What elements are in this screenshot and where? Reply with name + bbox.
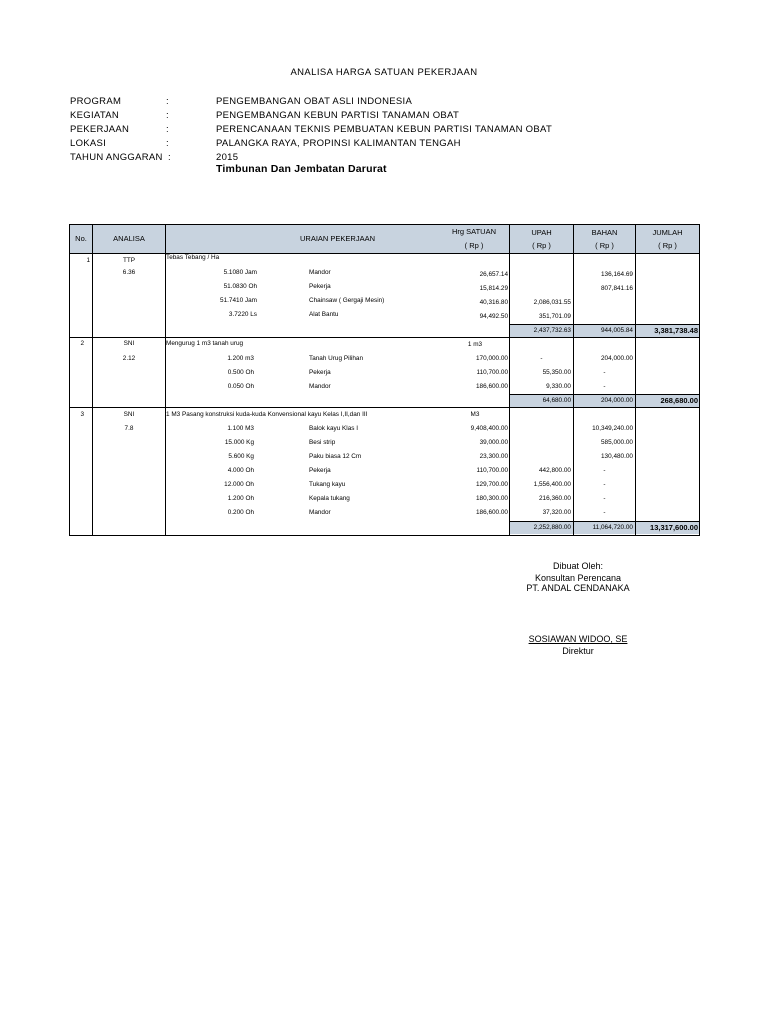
- material-cost: 130,480.00: [601, 453, 633, 460]
- quantity: 0.500 Oh: [227, 369, 254, 376]
- labor-cost: 55,350.00: [542, 369, 571, 376]
- analisa-code: SNI: [123, 411, 135, 418]
- item-name: Pekerja: [309, 283, 331, 290]
- material-cost: -: [603, 495, 606, 502]
- subtotal-line: [509, 394, 700, 395]
- item-name: Tanah Urug Pilihan: [309, 355, 363, 362]
- header-no: No.: [75, 234, 87, 243]
- item-name: Tukang kayu: [309, 481, 346, 488]
- unit-price: 9,408,400.00: [470, 425, 508, 432]
- row-number: 1: [86, 257, 90, 264]
- unit-price: 15,814.29: [479, 285, 508, 292]
- material-cost: -: [603, 369, 606, 376]
- item-name: Pekerja: [309, 467, 331, 474]
- header-hrg-satuan: Hrg SATUAN: [451, 227, 497, 236]
- meta-label: PROGRAM: [70, 96, 122, 107]
- quantity: 1.200 Oh: [227, 495, 254, 502]
- unit-price: 26,657.14: [479, 271, 508, 278]
- header-hrg-rp: ( Rp ): [464, 241, 484, 250]
- meta-label: KEGIATAN: [70, 110, 120, 121]
- meta-value: PALANGKA RAYA, PROPINSI KALIMANTAN TENGAH: [216, 138, 461, 149]
- meta-colon: :: [166, 124, 169, 135]
- material-cost: 585,000.00: [601, 439, 633, 446]
- company-name: PT. ANDAL CENDANAKA: [526, 583, 630, 593]
- section-total: 268,680.00: [660, 396, 698, 405]
- unit-price: 110,700.00: [476, 467, 508, 474]
- unit-price: 129,700.00: [476, 481, 508, 488]
- material-cost: 204,000.00: [601, 355, 633, 362]
- meta-value: 2015: [216, 152, 239, 163]
- quantity: 4.000 Oh: [227, 467, 254, 474]
- item-name: Besi strip: [309, 439, 336, 446]
- subtotal-line: [509, 324, 700, 325]
- section-total: 3,381,738.48: [654, 326, 698, 335]
- subtotal-line: [509, 521, 700, 522]
- header-analisa: ANALISA: [113, 234, 145, 243]
- labor-cost: 351,701.09: [539, 313, 571, 320]
- unit-price: 23,300.00: [479, 453, 508, 460]
- column-divider: [635, 224, 636, 536]
- unit-price: 170,000.00: [476, 355, 508, 362]
- header-uraian: URAIAN PEKERJAAN: [299, 234, 376, 243]
- material-cost: 136,164.69: [601, 271, 633, 278]
- meta-colon: :: [168, 152, 171, 163]
- quantity: 3.7220 Ls: [228, 311, 257, 318]
- row-divider: [69, 407, 700, 408]
- column-divider: [509, 224, 510, 536]
- meta-colon: :: [166, 96, 169, 107]
- item-name: Mandor: [309, 509, 331, 516]
- quantity: 1.200 m3: [227, 355, 254, 362]
- meta-value: PENGEMBANGAN KEBUN PARTISI TANAMAN OBAT: [216, 110, 460, 121]
- labor-cost: 37,320.00: [542, 509, 571, 516]
- quantity: 12.000 Oh: [224, 481, 254, 488]
- unit-price: 180,300.00: [476, 495, 508, 502]
- header-upah-rp: ( Rp ): [532, 241, 551, 250]
- quantity: 1.100 M3: [227, 425, 254, 432]
- item-name: Alat Bantu: [309, 311, 339, 318]
- subtotal-labor: 64,680.00: [542, 397, 571, 404]
- unit-price: 186,600.00: [476, 383, 508, 390]
- made-by-label: Dibuat Oleh:: [552, 561, 604, 571]
- quantity: 0.200 Oh: [227, 509, 254, 516]
- unit-price: 186,600.00: [476, 509, 508, 516]
- header-divider: [69, 253, 700, 254]
- subtotal-material: 944,005.84: [601, 327, 633, 334]
- meta-colon: :: [166, 138, 169, 149]
- meta-value: PERENCANAAN TEKNIS PEMBUATAN KEBUN PARTISI TANAMAN OBAT: [216, 124, 553, 135]
- material-cost: -: [603, 383, 606, 390]
- row-number: 3: [80, 411, 84, 418]
- material-cost: -: [603, 509, 606, 516]
- quantity: 15.000 Kg: [224, 439, 254, 446]
- item-name: Kepala tukang: [309, 495, 350, 502]
- subtotal-material: 204,000.00: [601, 397, 633, 404]
- work-unit: 1 m3: [467, 341, 483, 348]
- row-number: 2: [80, 340, 84, 347]
- material-cost: -: [603, 481, 606, 488]
- column-divider: [165, 224, 166, 536]
- work-description: 1 M3 Pasang konstruksi kuda-kuda Konvensional kayu Kelas I,II,dan III: [166, 411, 368, 418]
- labor-cost: 1,556,400.00: [533, 481, 571, 488]
- material-cost: 807,841.16: [601, 285, 633, 292]
- item-name: Mandor: [309, 383, 331, 390]
- page-title: ANALISA HARGA SATUAN PEKERJAAN: [290, 67, 478, 78]
- item-name: Chainsaw ( Gergaji Mesin): [309, 297, 385, 304]
- header-upah: UPAH: [531, 228, 552, 237]
- unit-price: 40,316.80: [479, 299, 508, 306]
- signatory-name: SOSIAWAN WIDOO, SE: [528, 634, 628, 644]
- meta-colon: :: [166, 110, 169, 121]
- item-name: Paku biasa 12 Cm: [309, 453, 362, 460]
- work-description: Mengurug 1 m3 tanah urug: [166, 340, 244, 347]
- quantity: 5.1080 Jam: [223, 269, 257, 276]
- consultant-label: Konsultan Perencana: [534, 573, 622, 583]
- subtotal-material: 11,064,720.00: [592, 524, 633, 531]
- quantity: 0.050 Oh: [227, 383, 254, 390]
- labor-cost: 216,360.00: [539, 495, 571, 502]
- subtotal-labor: 2,252,880.00: [533, 524, 571, 531]
- material-cost: -: [603, 467, 606, 474]
- labor-cost: 2,086,031.55: [533, 299, 571, 306]
- analysis-table: [69, 224, 700, 536]
- analisa-code: SNI: [123, 340, 135, 347]
- job-subtitle: Timbunan Dan Jembatan Darurat: [216, 163, 387, 175]
- subtotal-labor: 2,437,732.63: [533, 327, 571, 334]
- meta-label: PEKERJAAN: [70, 124, 130, 135]
- unit-price: 39,000.00: [479, 439, 508, 446]
- unit-price: 94,492.50: [479, 313, 508, 320]
- quantity: 51.7410 Jam: [220, 297, 257, 304]
- material-cost: 10,349,240.00: [592, 425, 633, 432]
- labor-cost: 9,330.00: [546, 383, 571, 390]
- row-divider: [69, 337, 700, 338]
- analisa-coefficient: 6.36: [122, 269, 136, 276]
- meta-label: LOKASI: [70, 138, 107, 149]
- header-jumlah: JUMLAH: [652, 228, 683, 237]
- unit-price: 110,700.00: [476, 369, 508, 376]
- meta-value: PENGEMBANGAN OBAT ASLI INDONESIA: [216, 96, 413, 107]
- labor-cost: 442,800.00: [539, 467, 571, 474]
- header-bahan: BAHAN: [591, 228, 618, 237]
- analisa-coefficient: 7.8: [124, 425, 134, 432]
- meta-label: TAHUN ANGGARAN: [70, 152, 163, 163]
- item-name: Balok kayu Klas I: [309, 425, 359, 432]
- header-jumlah-rp: ( Rp ): [658, 241, 677, 250]
- work-description: Tebas Tebang / Ha: [166, 254, 220, 261]
- item-name: Mandor: [309, 269, 331, 276]
- section-total: 13,317,600.00: [650, 523, 698, 532]
- labor-cost: -: [540, 355, 543, 362]
- signatory-position: Direktur: [562, 646, 594, 656]
- quantity: 51.0830 Oh: [223, 283, 257, 290]
- header-bahan-rp: ( Rp ): [595, 241, 614, 250]
- analisa-coefficient: 2.12: [122, 355, 136, 362]
- quantity: 5.600 Kg: [228, 453, 254, 460]
- work-unit: M3: [470, 411, 480, 418]
- analisa-code: TTP: [122, 257, 136, 264]
- item-name: Pekerja: [309, 369, 331, 376]
